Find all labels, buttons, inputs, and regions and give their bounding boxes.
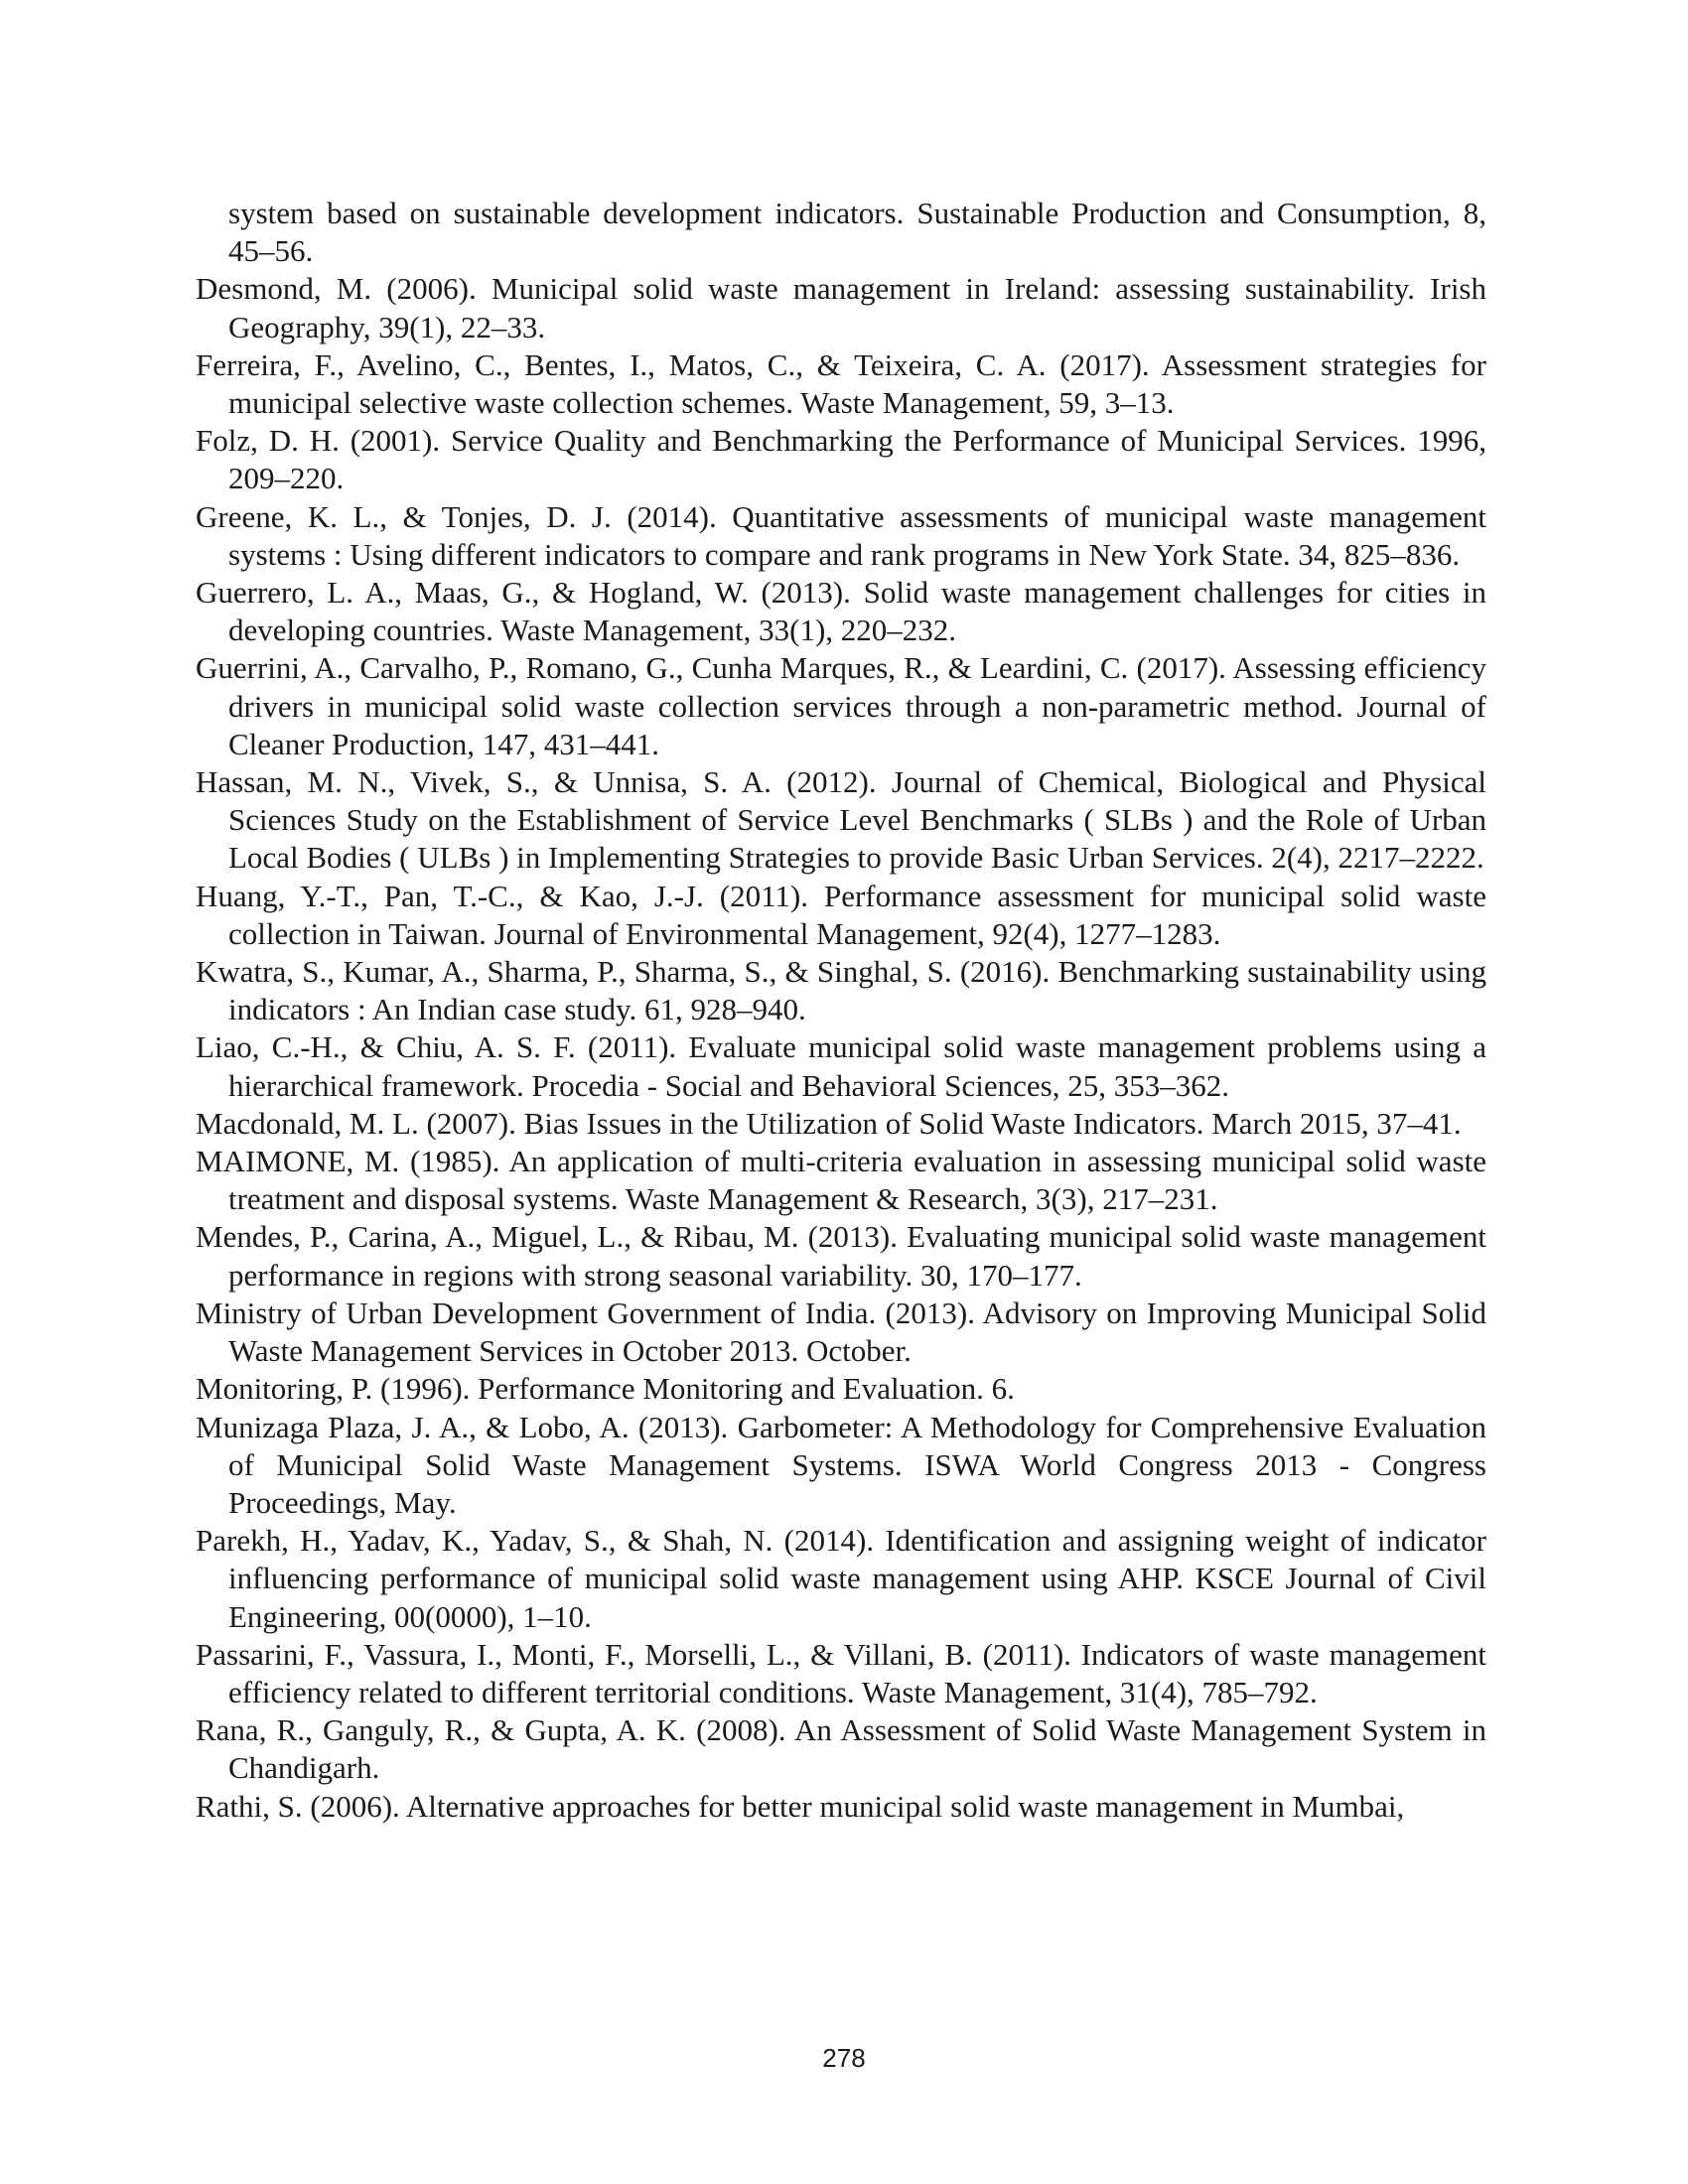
reference-entry: Macdonald, M. L. (2007). Bias Issues in the Utilization of Solid Waste Indicators. March 2015, 37–41. — [196, 1105, 1462, 1141]
reference-entry: Passarini, F., Vassura, I., Monti, F., Morselli, L., & Villani, B. (2011). Indicators of waste management efficiency related to different territorial conditions. Waste Management, 31(4), 785–792. — [196, 1636, 1486, 1709]
reference-entry: Monitoring, P. (1996). Performance Monitoring and Evaluation. 6. — [196, 1371, 1015, 1407]
reference-entry: Liao, C.-H., & Chiu, A. S. F. (2011). Evaluate municipal solid waste management problems using a hierarchical framework. Procedia - Social and Behavioral Sciences, 25, 353–362. — [196, 1029, 1486, 1103]
reference-entry: Ministry of Urban Development Government of India. (2013). Advisory on Improving Municipal Solid Waste Management Services in October 2013. October. — [196, 1295, 1486, 1369]
reference-list — [196, 195, 1486, 1826]
reference-entry: Ferreira, F., Avelino, C., Bentes, I., Matos, C., & Teixeira, C. A. (2017). Assessment strategies for municipal selective waste collection schemes. Waste Management, 59, 3–13. — [196, 346, 1486, 421]
reference-entry: Guerrero, L. A., Maas, G., & Hogland, W. (2013). Solid waste management challenges for cities in developing countries. Waste Management, 33(1), 220–232. — [196, 575, 1486, 648]
reference-entry: Rana, R., Ganguly, R., & Gupta, A. K. (2008). An Assessment of Solid Waste Management System in Chandigarh. — [196, 1712, 1486, 1786]
reference-entry-continued: system based on sustainable development indicators. Sustainable Production and Consumption, 8, 45–56. — [228, 196, 1486, 269]
reference-entry: Kwatra, S., Kumar, A., Sharma, P., Sharma, S., & Singhal, S. (2016). Benchmarking sustainability using indicators : An Indian case study. 61, 928–940. — [196, 954, 1486, 1027]
reference-entry: Folz, D. H. (2001). Service Quality and Benchmarking the Performance of Municipal Services. 1996, 209–220. — [196, 423, 1486, 496]
reference-entry: Parekh, H., Yadav, K., Yadav, S., & Shah, N. (2014). Identification and assigning weight of indicator influencing performance of municipal solid waste management using AHP. KSCE Journal of Civil Engineering, 00(0000), 1–10. — [196, 1523, 1486, 1634]
reference-entry: Greene, K. L., & Tonjes, D. J. (2014). Quantitative assessments of municipal waste management systems : Using different indicators to compare and rank programs in New York State. 34, 825–836. — [196, 498, 1486, 572]
reference-entry: Mendes, P., Carina, A., Miguel, L., & Ribau, M. (2013). Evaluating municipal solid waste management performance in regions with strong seasonal variability. 30, 170–177. — [196, 1219, 1486, 1293]
reference-entry: MAIMONE, M. (1985). An application of multi-criteria evaluation in assessing municipal solid waste treatment and disposal systems. Waste Management & Research, 3(3), 217–231. — [196, 1144, 1486, 1217]
reference-entry: Desmond, M. (2006). Municipal solid waste management in Ireland: assessing sustainability. Irish Geography, 39(1), 22–33. — [196, 271, 1486, 344]
reference-entry: Hassan, M. N., Vivek, S., & Unnisa, S. A. (2012). Journal of Chemical, Biological and Physical Sciences Study on the Establishment of Service Level Benchmarks ( SLBs ) and the Role of Urban Local Bodies ( ULBs ) in Implementing Strategies to provide Basic Urban Services. 2(4), 2217–2222. — [196, 764, 1486, 876]
reference-entry: Guerrini, A., Carvalho, P., Romano, G., Cunha Marques, R., & Leardini, C. (2017). Assessing efficiency drivers in municipal solid waste collection services through a non-parametric method. Journal of Cleaner Production, 147, 431–441. — [196, 650, 1486, 761]
reference-entry: Munizaga Plaza, J. A., & Lobo, A. (2013). Garbometer: A Methodology for Comprehensive Evaluation of Municipal Solid Waste Management Systems. ISWA World Congress 2013 - Congress Proceedings, May. — [196, 1409, 1486, 1520]
page-number: 278 — [822, 2043, 866, 2073]
reference-entry: Huang, Y.-T., Pan, T.-C., & Kao, J.-J. (2011). Performance assessment for municipal solid waste collection in Taiwan. Journal of Environmental Management, 92(4), 1277–1283. — [196, 878, 1486, 951]
reference-entry: Rathi, S. (2006). Alternative approaches for better municipal solid waste management in Mumbai, — [196, 1788, 1405, 1824]
